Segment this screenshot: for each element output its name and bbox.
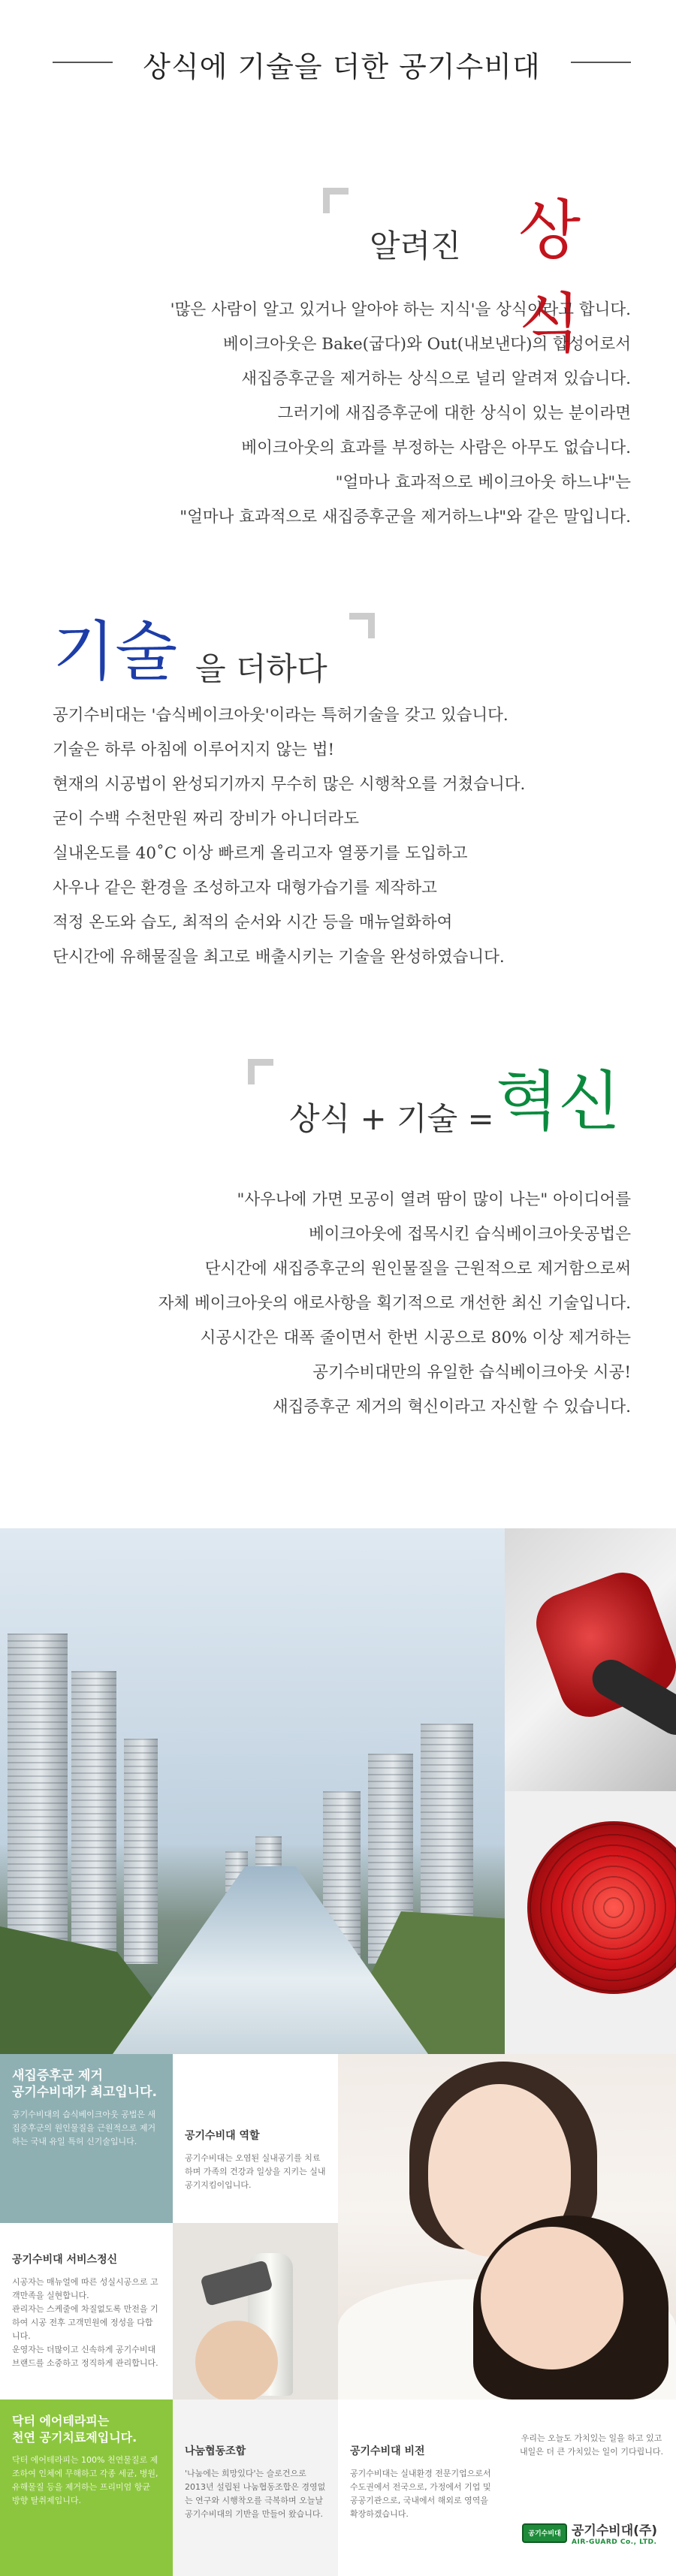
- photo-mosaic: [0, 1528, 676, 2576]
- title-divider-left: [53, 62, 113, 63]
- section1-paragraph: [171, 293, 631, 535]
- paragraph-line: 새집증후군 제거의 혁신이라고 자신할 수 있습니다.: [272, 1398, 631, 1416]
- paragraph-line: '많은 사람이 알고 있거나 알아야 하는 지식'을 상식이라고 합니다.: [170, 300, 631, 319]
- paragraph-line: 기술은 하루 아침에 이루어지지 않는 법!: [53, 741, 335, 759]
- logo-badge-icon: 공기수비대: [522, 2523, 567, 2543]
- section3-heading-big: 혁신: [496, 1064, 621, 1139]
- paragraph-line: "얼마나 효과적으로 베이크아웃 하느냐"는: [335, 473, 631, 492]
- corner-bracket-icon: [248, 1059, 273, 1084]
- paragraph-line: 공기수비대만의 유일한 습식베이크아웃 시공!: [312, 1363, 631, 1382]
- tile-company-logo: [507, 2400, 676, 2576]
- tile-title: 닥터 에어테라피는 천연 공기치료제입니다.: [12, 2414, 137, 2445]
- paragraph-line: 시공시간은 대폭 줄이면서 한번 시공으로 80% 이상 제거하는: [200, 1329, 631, 1347]
- tile-text: 공기수비대는 오염된 실내공기를 치료하며 가족의 건강과 일상을 지키는 실내공기지킴이입니다.: [185, 2153, 326, 2190]
- tile-vision: [338, 2400, 507, 2576]
- paragraph-line: 공기수비대는 '습식베이크아웃'이라는 특허기술을 갖고 있습니다.: [53, 706, 509, 725]
- section3-heading-small: 상식 + 기술 =: [289, 1100, 494, 1137]
- building-shape: [124, 1739, 158, 1964]
- section2-heading-big: 기술: [53, 614, 178, 689]
- company-logo: [522, 2520, 657, 2546]
- paragraph-line: 베이크아웃의 효과를 부정하는 사람은 아무도 없습니다.: [241, 439, 631, 457]
- building-shape: [71, 1671, 116, 1964]
- section3-heading: [248, 1055, 638, 1145]
- city-river-photo: [0, 1528, 505, 2054]
- tile-best-service: [0, 2054, 173, 2223]
- paragraph-line: "얼마나 효과적으로 새집증후군을 제거하느냐"와 같은 말입니다.: [180, 508, 631, 526]
- corner-bracket-icon: [349, 613, 375, 638]
- title-divider-right: [571, 62, 631, 63]
- tile-cooperative: [173, 2400, 338, 2576]
- paragraph-line: 현재의 시공법이 완성되기까지 무수히 많은 시행착오를 거쳤습니다.: [53, 775, 526, 794]
- tile-title: 새집증후군 제거 공기수비대가 최고입니다.: [12, 2068, 158, 2100]
- paragraph-line: 적정 온도와 습도, 최적의 순서와 시간 등을 매뉴얼화하여: [53, 913, 453, 932]
- hand-shape: [195, 2321, 278, 2400]
- tile-title: 공기수비대 서비스정신: [12, 2254, 118, 2266]
- tile-title: 나눔협동조합: [185, 2445, 246, 2457]
- spray-bottle-photo: [173, 2223, 338, 2400]
- paragraph-line: 베이크아웃에 접목시킨 습식베이크아웃공법은: [308, 1225, 631, 1244]
- paragraph-line: 단시간에 유해물질을 최고로 배출시키는 기술을 완성하였습니다.: [53, 948, 505, 967]
- page-title: 상식에 기술을 더한 공기수비대: [143, 50, 541, 83]
- paragraph-line: 그러기에 새집증후군에 대한 상식이 있는 분이라면: [277, 404, 631, 423]
- paragraph-line: 굳이 수백 수천만원 짜리 장비가 아니더라도: [53, 810, 360, 828]
- tile-air-therapy: [0, 2400, 173, 2576]
- building-shape: [8, 1633, 68, 1964]
- paragraph-line: 실내온도를 40˚C 이상 빠르게 올리고자 열풍기를 도입하고: [53, 844, 468, 863]
- tile-title: 공기수비대 비전: [350, 2445, 425, 2457]
- tile-text: 공기수비대의 습식베이크아웃 공법은 새집증후군의 원인물질을 근원적으로 제거하는 국내 유일 특허 신기술입니다.: [12, 2110, 156, 2146]
- tile-text: 우리는 오늘도 가치있는 일을 하고 있고 내일은 더 큰 가치있는 일이 기다립니다.: [520, 2433, 663, 2457]
- face-shape: [481, 2227, 623, 2369]
- paragraph-line: 자체 베이크아웃의 애로사항을 획기적으로 개선한 최신 기술입니다.: [158, 1294, 631, 1313]
- section2-heading: [53, 607, 391, 697]
- tile-text: 공기수비대는 실내환경 전문기업으로서 수도권에서 전국으로, 가정에서 기업 및 공공기관으로, 국내에서 해외로 영역을 확장하겠습니다.: [350, 2469, 491, 2519]
- heat-blower-photo: [505, 1528, 676, 1791]
- mother-child-photo: [338, 2054, 676, 2400]
- corner-bracket-icon: [323, 188, 349, 213]
- paragraph-line: 베이크아웃은 Bake(굽다)와 Out(내보낸다)의 합성어로서: [222, 335, 631, 354]
- section1-heading-small: 알려진: [370, 228, 461, 264]
- paragraph-line: 단시간에 새집증후군의 원인물질을 근원적으로 제거함으로써: [204, 1259, 631, 1278]
- logo-english-name: AIR-GUARD Co., LTD.: [572, 2538, 657, 2546]
- page-title-block: [0, 30, 676, 83]
- section2-paragraph: [53, 698, 525, 975]
- section3-paragraph: [158, 1183, 631, 1425]
- section2-heading-small: 을 더하다: [195, 650, 327, 687]
- logo-company-name: 공기수비대(주): [572, 2523, 658, 2538]
- paragraph-line: 사우나 같은 환경을 조성하고자 대형가습기를 제작하고: [53, 879, 437, 897]
- tile-text: '나눔에는 희망있다'는 슬로건으로 2013년 설립된 나눔협동조합은 경영없는 연구와 시행착오를 극복하며 오늘날 공기수비대의 기반을 만들어 왔습니다.: [185, 2469, 326, 2519]
- tile-service-spirit: [0, 2223, 173, 2400]
- fan-closeup-photo: [505, 1791, 676, 2054]
- tile-title: 공기수비대 역할: [185, 2130, 260, 2142]
- paragraph-line: "사우나에 가면 모공이 열려 땀이 많이 나는" 아이디어를: [237, 1190, 631, 1209]
- tile-text: 시공자는 매뉴얼에 따른 성실시공으로 고객만족을 실현합니다. 관리자는 스케줄에 차질없도록 만전을 기하여 시공 전후 고객민원에 정성을 다합니다. 운영자는 더많이고 신속하게 공기수비대 브랜드를 소중하고 정직하게 관리합니다.: [12, 2277, 158, 2368]
- section1-heading-big: 상식: [518, 193, 581, 361]
- tile-role: [173, 2054, 338, 2223]
- paragraph-line: 새집증후군을 제거하는 상식으로 널리 알려져 있습니다.: [241, 370, 631, 388]
- fan-grill-shape: [527, 1821, 676, 1994]
- tile-text: 닥터 에어테라피는 100% 천연물질로 제조하여 인체에 무해하고 각종 세균, 병원, 유해물질 등을 제거하는 프리미엄 항균 방향 탈취제입니다.: [12, 2455, 158, 2505]
